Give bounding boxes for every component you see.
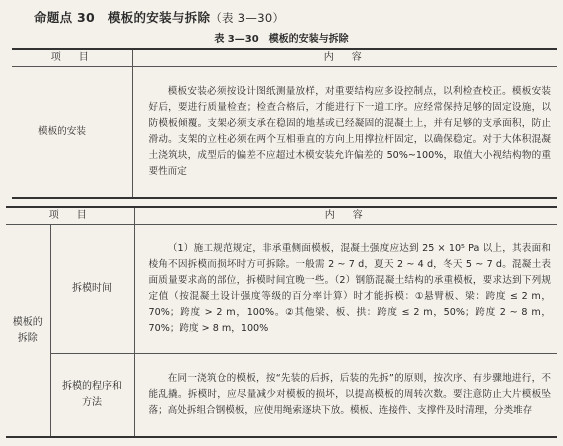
column-header-item: 项 目	[12, 49, 132, 67]
table-caption: 表 3—30 模板的安装与拆除	[214, 34, 349, 45]
section-heading	[34, 8, 284, 26]
removal-row-procedure	[6, 354, 557, 438]
row-label-removal: 模板的拆除	[6, 225, 50, 438]
column-header-content: 内 容	[134, 207, 557, 225]
column-header-item: 项 目	[6, 207, 134, 225]
installation-table-header	[12, 49, 557, 67]
removal-row-time	[6, 225, 557, 354]
installation-table	[12, 48, 557, 199]
row-label-removal-time: 拆模时间	[50, 225, 134, 354]
section-table-ref: （表 3—30）	[210, 11, 285, 25]
column-header-content: 内 容	[132, 49, 557, 67]
removal-table-header	[6, 207, 557, 225]
row-text-installation: 模板安装必须按设计图纸测量放样，对重要结构应多设控制点，以利检查校正。模板安装好后，要进行质量检查；检查合格后，才能进行下一道工序。应经常保持足够的固定设施，以防模板倾覆。支架必须支承在稳固的地基或已经凝固的混凝土上，并有足够的支承面积，防止滑动。支架的立柱必须在两个互相垂直的方向上用撑拉杆固定，以确保稳定。对于大体积混凝土浇筑块，成型后的偏差不应超过木模安装允许偏差的 50%~100%，取值大小视结构物的重要性而定	[148, 86, 551, 177]
row-text-removal-time: （1）施工规范规定，非承重侧面模板，混凝土强度应达到 25 × 10⁵ Pa 以上，其表面和棱角不因拆模而损坏时方可拆除。一般需 2 ~ 7 d，夏天 2 ~ 4 d，冬天 5 ~ 7 d。混凝土表面质量要求高的部位，拆模时间宜晚一些。（2）钢筋混凝土结构的承重模板，要求达到下列规定值（按混凝土设计强度等级的百分率计算）时才能拆模：①悬臂板、梁：跨度 ≤ 2 m，70%；跨度 > 2 m，100%。②其他梁、板、拱：跨度 ≤ 2 m，50%；跨度 2 ~ 8 m，70%；跨度 > 8 m，100%	[134, 225, 557, 354]
installation-row	[12, 67, 557, 199]
row-label-removal-procedure: 拆模的程序和方法	[50, 354, 134, 438]
row-text-removal-procedure: 在同一浇筑仓的模板，按“先装的后拆，后装的先拆”的原则，按次序、有步骤地进行，不能乱撬。拆模时，应尽量减少对模板的损坏，以提高模板的周转次数。要注意防止大片模板坠落；高处拆组合钢模板，应使用绳索逐块下放。模板、连接件、支撑件及时清理，分类堆存	[148, 373, 551, 416]
row-label-installation: 模板的安装	[12, 67, 132, 199]
removal-table	[6, 206, 557, 438]
section-title: 命题点 30 模板的安装与拆除	[34, 10, 211, 25]
